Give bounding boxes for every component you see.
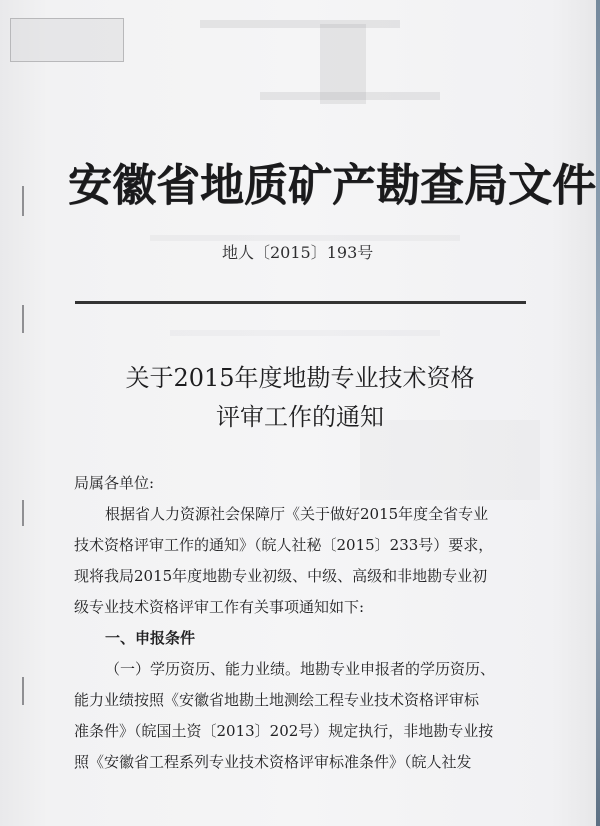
header-rule [75, 301, 526, 304]
body-paragraph-line: （一）学历资历、能力业绩。地勘专业申报者的学历资历、 [105, 660, 496, 678]
body-paragraph-line: 照《安徽省工程系列专业技术资格评审标准条件》（皖人社发 [74, 753, 472, 771]
body-paragraph-line: 级专业技术资格评审工作有关事项通知如下: [74, 598, 365, 616]
binding-mark [22, 677, 24, 705]
body-paragraph-line: 能力业绩按照《安徽省地勘土地测绘工程专业技术资格评审标 [74, 691, 480, 709]
body-paragraph-line: 技术资格评审工作的通知》（皖人社秘〔2015〕233号）要求， [74, 536, 494, 554]
section-heading: 一、申报条件 [105, 629, 196, 647]
salutation: 局属各单位: [74, 474, 155, 492]
archive-stamp [10, 18, 124, 62]
bleed-through [260, 92, 440, 100]
document-title: 安徽省地质矿产勘查局文件 [68, 160, 596, 211]
body-paragraph-line: 现将我局2015年度地勘专业初级、中级、高级和非地勘专业初 [74, 567, 488, 585]
binding-mark [22, 500, 24, 526]
binding-mark [22, 305, 24, 333]
body-paragraph-line: 准条件》（皖国土资〔2013〕202号）规定执行，非地勘专业按 [74, 722, 494, 740]
binding-mark [22, 186, 24, 216]
bleed-through [170, 330, 440, 336]
bleed-through [150, 235, 460, 241]
page-edge [596, 0, 600, 826]
notice-heading-line: 关于2015年度地勘专业技术资格 [125, 364, 475, 392]
document-body [74, 468, 528, 778]
body-paragraph-line: 根据省人力资源社会保障厅《关于做好2015年度全省专业 [105, 505, 489, 523]
document-number: 地人〔2015〕193号 [222, 243, 374, 262]
notice-heading-line: 评审工作的通知 [216, 403, 384, 431]
bleed-through [200, 20, 400, 28]
